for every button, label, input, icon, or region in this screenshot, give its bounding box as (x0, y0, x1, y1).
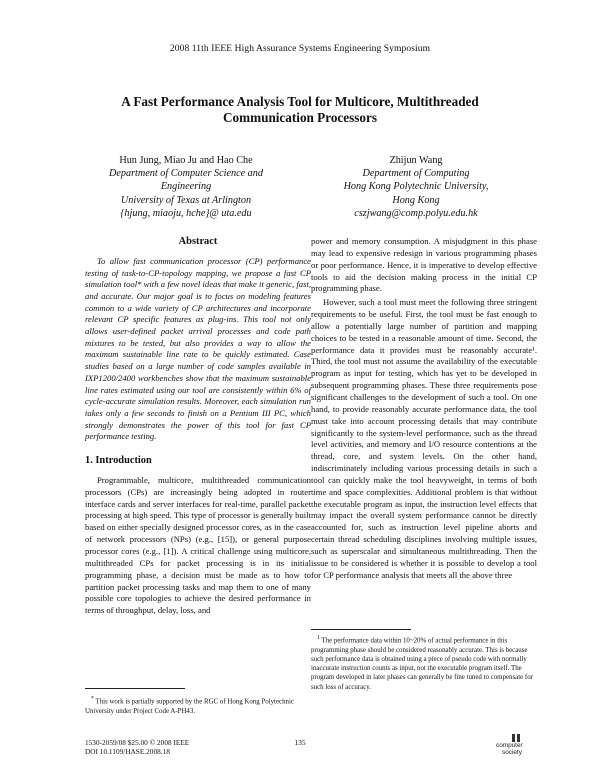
intro-paragraph-2: power and memory consumption. A misjudgment in this phase may lead to expensive redesign in various programming phases or poor performance. Hence, it is imperative to develop effective tools to aid the decision making process in the initial CP programming phase. (311, 236, 537, 294)
author-names-left: Hun Jung, Miao Ju and Hao Che (119, 155, 253, 166)
emails-left: {hjung, miaoju, hche}@ uta.edu (120, 207, 252, 219)
intro-paragraph-3: However, such a tool must meet the following three stringent requirements to be useful. First, the tool must be fast enough to allow a potentially large number of partition and mapping choices to be tested in a reasonable amount of time. Second, the performance data it provides must be reasonably accurate¹. Third, the tool must not assume the availability of the executable program as input for testing, which has yet to be developed in subsequent programming phases. These three requirements pose significant challenges to the development of such a tool. On one hand, to provide reasonably accurate performance data, the tool must take into account processing details that may contribute significantly to the system-level performance, such as the thread level activities, and memory and I/O resource contentions at the thread, core, and system levels. On the other hand, indiscriminately including various processing details in such a tool can quickly make the tool heavyweight, in terms of both time and space complexities. Additional problem is that without the executable program as input, the instruction level effects that may impact the overall system performance cannot be directly accounted for, such as instruction level pipeline aborts and certain thread scheduling disciplines involving multiple issues, such as superscalar and simultaneous multithreading. Then the issue to be considered is whether it is possible to develop a tool for CP performance analysis that meets all the above three (311, 297, 537, 580)
department-left-line-2: Engineering (160, 181, 212, 193)
author-block-left (86, 154, 286, 220)
author-names-right: Zhijun Wang (389, 155, 443, 166)
footnote-right-marker: 1 (317, 635, 320, 641)
footnote-right-body: The performance data within 10~20% of actual performance in this programming phase should be considered reasonably accurate. This is because such performance data is obtained using a piece of pseudo code with normally inaccurate instruction counts as input, not the executable program itself. The program developed in later phases can generally be fine tuned to compensate for such loss of accuracy. (311, 637, 533, 691)
left-column (85, 236, 311, 617)
author-block-right (316, 154, 516, 220)
department-left-line-1: Department of Computer Science and (109, 168, 263, 180)
issn-line: 1530-2059/08 $25.00 © 2008 IEEE (85, 738, 190, 747)
abstract-heading: Abstract (178, 236, 218, 247)
footnote-left (85, 688, 311, 716)
page-number: 135 (294, 738, 306, 747)
ieee-computer-society-logo (474, 734, 530, 758)
email-right: cszjwang@comp.polyu.edu.hk (354, 207, 478, 219)
footnote-rule-left (85, 688, 185, 689)
footnote-left-text (85, 695, 311, 716)
footnote-right-text (311, 634, 537, 692)
footnote-right (311, 629, 537, 692)
conference-header: 2008 11th IEEE High Assurance Systems Engineering Symposium (169, 44, 431, 54)
abstract-text: To allow fast communication processor (CP) performance testing of task-to-CP-topology mapping, we propose a fast CP simulation tool* with a few novel ideas that make it generic, fast, and accurate. Our major goal is to focus on modeling features common to a wide variety of CP architectures and incorporate relevant CP specific features as plug-ins. This tool not only allows user-defined packet arrival processes and code path mixtures to be tested, but also provides a way to allow the maximum sustainable line rate to be quickly estimated. Case studies based on a large number of code samples available in IXP1200/2400 workbenches show that the maximum sustainable line rates estimated using our tool are consistently within 6% of cycle-accurate simulation results. Moreover, each simulation run takes only a few seconds to finish on a Pentium III PC, which strongly demonstrates the power of this tool for fast CP performance testing. (85, 255, 311, 442)
logo-text (496, 743, 523, 756)
intro-paragraph-1: Programmable, multicore, multithreaded communication processors (CPs) are increasingly being adopted in router interface cards and server interfaces for real-time, parallel packet processing at high speed. This type of processor is generally built based on either specially designed processor cores, as in the case of network processors (NPs) (e.g., [15]), or general purpose processor cores (e.g., [1]). A critical challenge using multicore, multithreaded CPs for packet processing is in its initial programming phase, a decision must be made as to how to partition packet processing tasks and map them to one of many possible core topologies to achieve the desired performance in terms of throughput, delay, loss, and (85, 474, 311, 616)
title-line-2: Communication Processors (223, 110, 377, 125)
right-column (311, 236, 537, 581)
footnote-rule-right (311, 629, 411, 630)
university-right-line-1: Hong Kong Polytechnic University, (343, 181, 489, 193)
logo-line-2: society (502, 748, 522, 756)
university-left: University of Texas at Arlington (120, 194, 252, 206)
paper-title (90, 94, 510, 126)
doi-line: DOI 10.1109/HASE.2008.18 (85, 747, 170, 757)
department-right: Department of Computing (362, 168, 470, 180)
title-line-1: A Fast Performance Analysis Tool for Multicore, Multithreaded (121, 94, 479, 109)
university-right-line-2: Hong Kong (392, 194, 440, 206)
logo-line-1: computer (496, 742, 523, 749)
section-heading-introduction: 1. Introduction (85, 455, 152, 467)
footnote-left-body: This work is partially supported by the RGC of Hong Kong Polytechnic University under Project Code A-PH43. (85, 698, 294, 715)
footnote-left-marker: * (91, 696, 94, 702)
